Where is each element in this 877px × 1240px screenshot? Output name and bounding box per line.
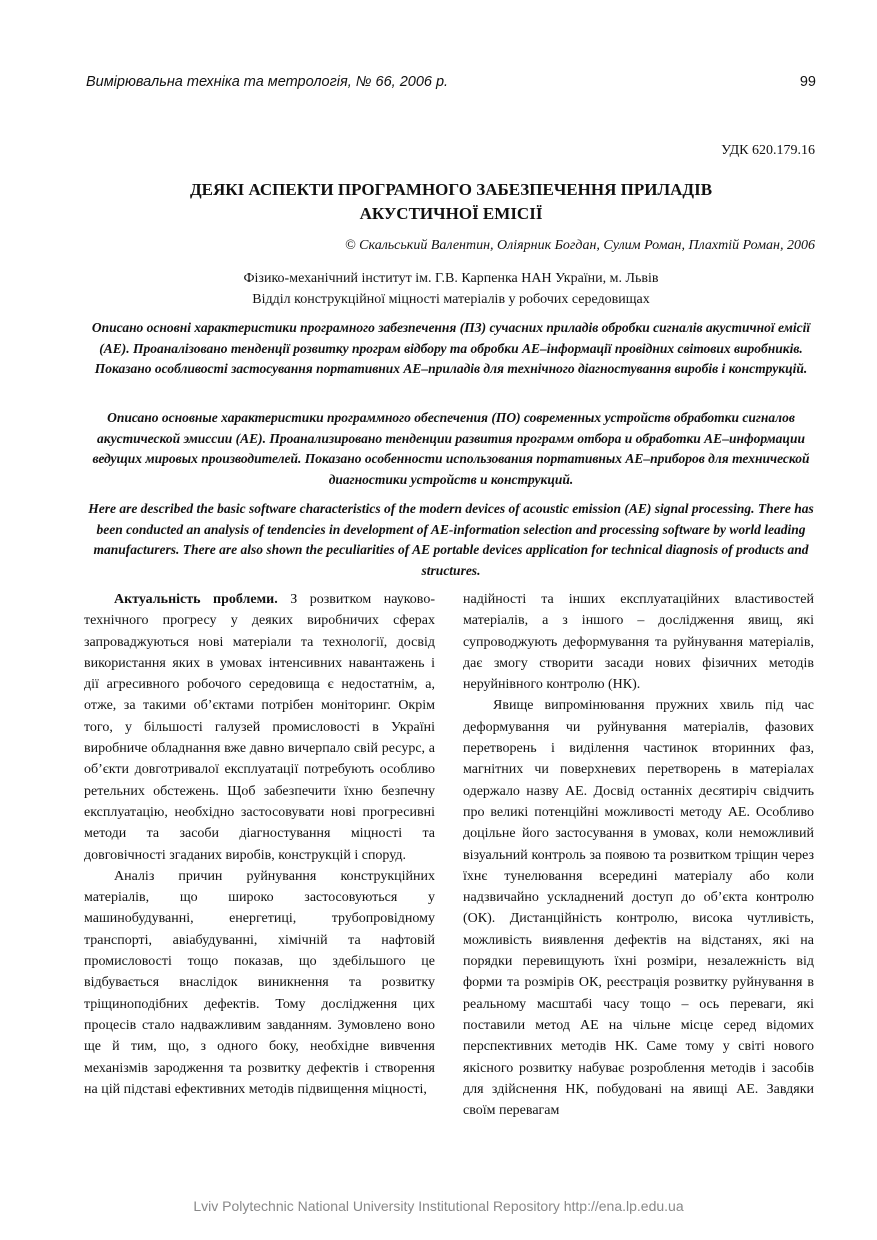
paragraph: Явище випромінювання пружних хвиль під час деформування чи руйнування матеріалів, фазових перетворень і виділення частинок вторинних фаз, магнітних чи поверхневих перетворень в матеріалах одержало назву АЕ. Досвід останніх десятиріч свідчить про великі потенційні можливості методу АЕ. Особливо доцільне його застосування в умовах, коли неможливий візуальний контроль за появою та розвитком тріщин через їхнє тунелювання всередині матеріалу або коли надзвичайно ускладнений доступ до об’єкта контролю (ОК). Дистанційність контролю, висока чутливість, можливість виявлення дефектів на відстанях, які на порядки перевищують їхні розміри, незалежність від форми та розмірів ОК, реєстрація розвитку руйнування в реальному масштабі часу тощо – ось переваги, які поставили метод АЕ на чільне місце серед відомих перспективних методів НК. Саме тому у світі нового якісного розвитку набуває розроблення методів і засобів для здійснення НК, побудовані на явищі АЕ. Завдяки своїм перевагам <box>463 698 814 1119</box>
paragraph-text: З розвитком науково-технічного прогресу у деяких виробничих сферах запроваджуються нові матеріали та технології, досвід використання яких в умовах інтенсивних навантажень і дії агресивного робочого середовища є недостатнім, а, отже, за такими об’єктами потрібен моніторинг. Окрім того, у більшості галузей промисловості в Україні виробниче обладнання вже давно вичерпало свій ресурс, а об’єкти довготривалої експлуатації потребують особливо ретельних обстежень. Щоб забезпечити їхню безпечну експлуатацію, необхідно застосовувати нові прогресивні методи та засоби діагностування міцності та довговічності згаданих виробів, конструкцій і споруд. <box>84 592 435 863</box>
paper-title <box>86 178 816 226</box>
affiliation <box>86 268 816 310</box>
abstract-ukrainian: Описано основні характеристики програмного забезпечення (ПЗ) сучасних приладів обробки сигналів акустичної емісії (АЕ). Проаналізовано тенденції розвитку програм відбору та обробки АЕ–інформації провідних світових виробників. Показано особливості застосування портативних АЕ–приладів для технічного діагностування виробів і конструкцій. <box>91 320 811 376</box>
paragraph <box>84 589 435 866</box>
journal-title: Вимірювальна техніка та метрологія, № 66, 2006 р. <box>86 74 449 90</box>
affiliation-line-2: Відділ конструкційної міцності матеріалів у робочих середовищах <box>252 292 650 307</box>
body-column-left <box>84 589 435 1100</box>
affiliation-line-1: Фізико-механічний інститут ім. Г.В. Карпенка НАН України, м. Львів <box>243 271 659 286</box>
udc-code: УДК 620.179.16 <box>721 143 815 158</box>
paragraph: надійності та інших експлуатаційних властивостей матеріалів, а з іншого – дослідження явищ, які супроводжують деформування та руйнування матеріалів, дає змогу створити засади нових фізичних методів неруйнівного контролю (НК). <box>463 592 814 693</box>
paragraph: Аналіз причин руйнування конструкційних матеріалів, що широко застосовуються у машинобудуванні, енергетиці, трубопровідному транспорті, авіабудуванні, хімічній та нафтовій промисловості тощо показав, що здебільшого це відбувається внаслідок виникнення та розвитку тріщиноподібних дефектів. Тому дослідження цих процесів стало надважливим завданням. Зумовлено воно ще й тим, що, з одного боку, необхідне вивчення механізмів зародження та розвитку дефектів і створення на цій підставі ефективних методів підвищення міцності, <box>84 868 435 1097</box>
page-number: 99 <box>799 74 816 90</box>
section-lead: Актуальність проблеми. <box>114 592 278 607</box>
abstract-russian: Описано основные характеристики программного обеспечения (ПО) современных устройств обработки сигналов акустической эмиссии (АЕ). Проанализировано тенденции развития программ отбора и обработки АЕ–информации ведущих мировых производителей. Показано особенности использования портативных АЕ–приборов для технической диагностики устройств и конструкций. <box>92 410 810 487</box>
body-column-right <box>463 589 814 1121</box>
title-line-1: ДЕЯКІ АСПЕКТИ ПРОГРАМНОГО ЗАБЕЗПЕЧЕННЯ ПРИЛАДІВ <box>189 180 713 199</box>
abstract-english: Here are described the basic software characteristics of the modern devices of acoustic emission (AE) signal processing. There has been conducted an analysis of tendencies in development of AE-information selection and processing software by world leading manufacturers. There are also shown the peculiarities of AE portable devices application for technical diagnosis of products and structures. <box>88 501 814 578</box>
authors: © Скальський Валентин, Оліярник Богдан, Сулим Роман, Плахтій Роман, 2006 <box>345 238 815 253</box>
running-header <box>86 74 816 90</box>
title-line-2: АКУСТИЧНОЇ ЕМІСІЇ <box>359 204 543 223</box>
repository-footer: Lviv Polytechnic National University Institutional Repository http://ena.lp.edu.ua <box>193 1198 684 1214</box>
